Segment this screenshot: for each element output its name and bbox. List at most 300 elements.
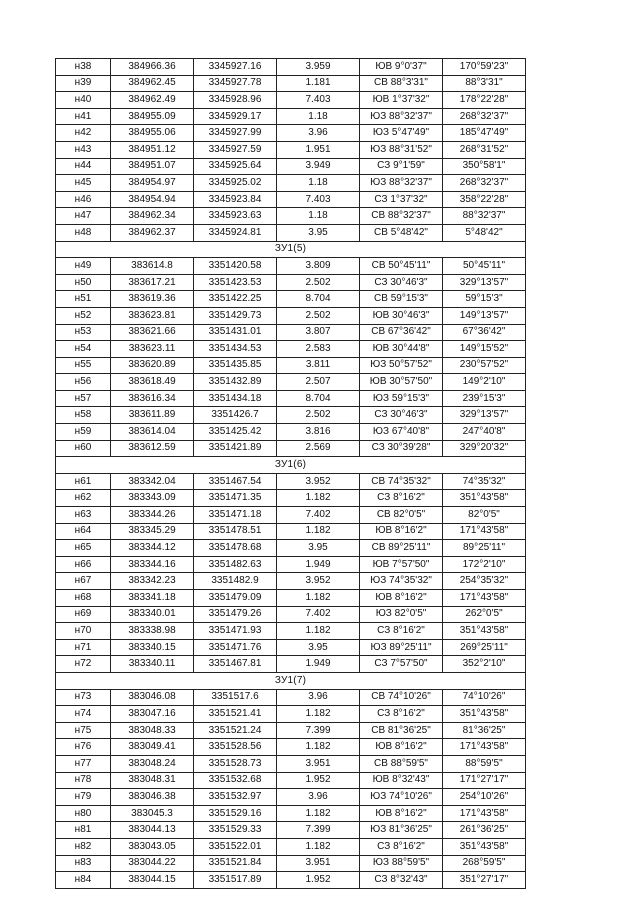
table-row [56,789,526,806]
y-coordinate-cell: 3351521.84 [194,855,277,872]
x-coordinate-cell: 384955.06 [111,125,194,142]
point-id-cell: н63 [56,507,111,524]
distance-cell: 3.809 [277,258,360,275]
coordinates-table-body [56,59,526,889]
x-coordinate-cell: 384954.97 [111,175,194,192]
y-coordinate-cell: 3351521.41 [194,706,277,723]
y-coordinate-cell: 3351529.33 [194,822,277,839]
rhumb-cell: ЮВ 8°16'2" [360,805,443,822]
table-row [56,258,526,275]
point-id-cell: н56 [56,374,111,391]
azimuth-cell: 254°35'32" [443,573,526,590]
rhumb-cell: СЗ 7°57'50" [360,656,443,673]
rhumb-cell: СВ 59°15'3" [360,291,443,308]
x-coordinate-cell: 383619.36 [111,291,194,308]
azimuth-cell: 172°2'10" [443,556,526,573]
distance-cell: 1.182 [277,706,360,723]
distance-cell: 1.182 [277,805,360,822]
table-row [56,92,526,109]
rhumb-cell: ЮЗ 88°32'37" [360,175,443,192]
x-coordinate-cell: 383043.05 [111,838,194,855]
rhumb-cell: СВ 74°10'26" [360,689,443,706]
table-row [56,141,526,158]
rhumb-cell: ЮЗ 82°0'5" [360,606,443,623]
point-id-cell: н75 [56,722,111,739]
x-coordinate-cell: 384951.07 [111,158,194,175]
y-coordinate-cell: 3351528.73 [194,755,277,772]
table-row [56,706,526,723]
x-coordinate-cell: 383046.08 [111,689,194,706]
table-row [56,158,526,175]
point-id-cell: н79 [56,789,111,806]
distance-cell: 1.182 [277,523,360,540]
point-id-cell: н49 [56,258,111,275]
distance-cell: 1.182 [277,623,360,640]
point-id-cell: н61 [56,473,111,490]
table-row [56,440,526,457]
distance-cell: 2.502 [277,307,360,324]
section-header-row [56,241,526,258]
point-id-cell: н64 [56,523,111,540]
section-header-row [56,457,526,474]
table-row [56,822,526,839]
y-coordinate-cell: 3351482.63 [194,556,277,573]
azimuth-cell: 171°43'58" [443,739,526,756]
rhumb-cell: ЮВ 8°32'43" [360,772,443,789]
table-row [56,872,526,889]
table-row [56,125,526,142]
rhumb-cell: ЮЗ 5°47'49" [360,125,443,142]
rhumb-cell: СЗ 30°46'3" [360,274,443,291]
point-id-cell: н83 [56,855,111,872]
azimuth-cell: 352°2'10" [443,656,526,673]
x-coordinate-cell: 383340.15 [111,639,194,656]
rhumb-cell: СЗ 8°16'2" [360,623,443,640]
distance-cell: 1.18 [277,175,360,192]
x-coordinate-cell: 384962.49 [111,92,194,109]
point-id-cell: н45 [56,175,111,192]
distance-cell: 8.704 [277,390,360,407]
x-coordinate-cell: 383049.41 [111,739,194,756]
distance-cell: 3.816 [277,424,360,441]
rhumb-cell: СЗ 8°16'2" [360,706,443,723]
y-coordinate-cell: 3351425.42 [194,424,277,441]
y-coordinate-cell: 3351522.01 [194,838,277,855]
table-row [56,75,526,92]
table-row [56,855,526,872]
point-id-cell: н68 [56,590,111,607]
distance-cell: 7.399 [277,822,360,839]
x-coordinate-cell: 383612.59 [111,440,194,457]
distance-cell: 3.96 [277,689,360,706]
azimuth-cell: 351°43'58" [443,623,526,640]
rhumb-cell: ЮЗ 74°10'26" [360,789,443,806]
table-row [56,291,526,308]
x-coordinate-cell: 383342.04 [111,473,194,490]
azimuth-cell: 89°25'11" [443,540,526,557]
distance-cell: 3.959 [277,59,360,76]
distance-cell: 1.949 [277,656,360,673]
distance-cell: 7.403 [277,191,360,208]
section-title: ЗУ1(6) [56,457,526,474]
table-row [56,606,526,623]
y-coordinate-cell: 3351471.93 [194,623,277,640]
table-row [56,274,526,291]
point-id-cell: н58 [56,407,111,424]
rhumb-cell: ЮЗ 74°35'32" [360,573,443,590]
point-id-cell: н62 [56,490,111,507]
azimuth-cell: 269°25'11" [443,639,526,656]
distance-cell: 1.949 [277,556,360,573]
point-id-cell: н44 [56,158,111,175]
point-id-cell: н39 [56,75,111,92]
y-coordinate-cell: 3345924.81 [194,224,277,241]
table-row [56,722,526,739]
point-id-cell: н57 [56,390,111,407]
y-coordinate-cell: 3351426.7 [194,407,277,424]
table-row [56,805,526,822]
azimuth-cell: 171°27'17" [443,772,526,789]
y-coordinate-cell: 3351471.18 [194,507,277,524]
table-row [56,424,526,441]
x-coordinate-cell: 383343.09 [111,490,194,507]
azimuth-cell: 268°31'52" [443,141,526,158]
rhumb-cell: СЗ 9°1'59" [360,158,443,175]
point-id-cell: н74 [56,706,111,723]
distance-cell: 2.502 [277,274,360,291]
x-coordinate-cell: 383048.33 [111,722,194,739]
azimuth-cell: 358°22'28" [443,191,526,208]
table-row [56,307,526,324]
point-id-cell: н69 [56,606,111,623]
y-coordinate-cell: 3351435.85 [194,357,277,374]
table-row [56,772,526,789]
distance-cell: 3.807 [277,324,360,341]
rhumb-cell: СЗ 1°37'32" [360,191,443,208]
y-coordinate-cell: 3351434.53 [194,341,277,358]
x-coordinate-cell: 383048.31 [111,772,194,789]
point-id-cell: н51 [56,291,111,308]
distance-cell: 3.96 [277,789,360,806]
table-row [56,191,526,208]
point-id-cell: н80 [56,805,111,822]
azimuth-cell: 74°35'32" [443,473,526,490]
distance-cell: 1.18 [277,208,360,225]
distance-cell: 3.951 [277,755,360,772]
rhumb-cell: ЮВ 7°57'50" [360,556,443,573]
x-coordinate-cell: 383344.16 [111,556,194,573]
point-id-cell: н50 [56,274,111,291]
y-coordinate-cell: 3351432.89 [194,374,277,391]
azimuth-cell: 247°40'8" [443,424,526,441]
rhumb-cell: ЮВ 1°37'32" [360,92,443,109]
rhumb-cell: СЗ 30°39'28" [360,440,443,457]
point-id-cell: н47 [56,208,111,225]
rhumb-cell: СВ 74°35'32" [360,473,443,490]
distance-cell: 3.95 [277,540,360,557]
azimuth-cell: 185°47'49" [443,125,526,142]
y-coordinate-cell: 3351467.54 [194,473,277,490]
x-coordinate-cell: 384966.36 [111,59,194,76]
azimuth-cell: 74°10'26" [443,689,526,706]
rhumb-cell: СВ 5°48'42" [360,224,443,241]
y-coordinate-cell: 3351421.89 [194,440,277,457]
point-id-cell: н66 [56,556,111,573]
x-coordinate-cell: 384962.45 [111,75,194,92]
y-coordinate-cell: 3351517.6 [194,689,277,706]
x-coordinate-cell: 383611.89 [111,407,194,424]
rhumb-cell: ЮВ 8°16'2" [360,523,443,540]
point-id-cell: н77 [56,755,111,772]
x-coordinate-cell: 384955.09 [111,108,194,125]
table-row [56,473,526,490]
azimuth-cell: 88°3'31" [443,75,526,92]
y-coordinate-cell: 3345923.84 [194,191,277,208]
y-coordinate-cell: 3351521.24 [194,722,277,739]
distance-cell: 2.583 [277,341,360,358]
table-row [56,755,526,772]
y-coordinate-cell: 3351422.25 [194,291,277,308]
azimuth-cell: 230°57'52" [443,357,526,374]
distance-cell: 1.182 [277,590,360,607]
y-coordinate-cell: 3345927.59 [194,141,277,158]
table-row [56,590,526,607]
y-coordinate-cell: 3351517.89 [194,872,277,889]
y-coordinate-cell: 3345929.17 [194,108,277,125]
y-coordinate-cell: 3345925.02 [194,175,277,192]
x-coordinate-cell: 383623.11 [111,341,194,358]
coordinates-table [55,58,526,889]
rhumb-cell: ЮВ 30°57'50" [360,374,443,391]
y-coordinate-cell: 3351478.68 [194,540,277,557]
x-coordinate-cell: 383344.26 [111,507,194,524]
rhumb-cell: СВ 88°32'37" [360,208,443,225]
rhumb-cell: СВ 88°3'31" [360,75,443,92]
azimuth-cell: 171°43'58" [443,590,526,607]
x-coordinate-cell: 383046.38 [111,789,194,806]
x-coordinate-cell: 383620.89 [111,357,194,374]
azimuth-cell: 261°36'25" [443,822,526,839]
y-coordinate-cell: 3345925.64 [194,158,277,175]
table-row [56,838,526,855]
table-row [56,59,526,76]
rhumb-cell: ЮЗ 81°36'25" [360,822,443,839]
y-coordinate-cell: 3351528.56 [194,739,277,756]
azimuth-cell: 50°45'11" [443,258,526,275]
rhumb-cell: СВ 82°0'5" [360,507,443,524]
point-id-cell: н67 [56,573,111,590]
point-id-cell: н72 [56,656,111,673]
azimuth-cell: 149°2'10" [443,374,526,391]
distance-cell: 2.502 [277,407,360,424]
y-coordinate-cell: 3351479.09 [194,590,277,607]
distance-cell: 3.95 [277,224,360,241]
azimuth-cell: 178°22'28" [443,92,526,109]
x-coordinate-cell: 383044.15 [111,872,194,889]
x-coordinate-cell: 383614.8 [111,258,194,275]
table-row [56,507,526,524]
table-row [56,490,526,507]
x-coordinate-cell: 384962.37 [111,224,194,241]
rhumb-cell: ЮЗ 50°57'52" [360,357,443,374]
point-id-cell: н48 [56,224,111,241]
point-id-cell: н78 [56,772,111,789]
distance-cell: 7.403 [277,92,360,109]
point-id-cell: н81 [56,822,111,839]
x-coordinate-cell: 383618.49 [111,374,194,391]
distance-cell: 3.95 [277,639,360,656]
y-coordinate-cell: 3351471.35 [194,490,277,507]
azimuth-cell: 351°43'58" [443,838,526,855]
distance-cell: 3.96 [277,125,360,142]
x-coordinate-cell: 383340.11 [111,656,194,673]
point-id-cell: н59 [56,424,111,441]
point-id-cell: н42 [56,125,111,142]
x-coordinate-cell: 383338.98 [111,623,194,640]
azimuth-cell: 329°13'57" [443,274,526,291]
x-coordinate-cell: 383344.12 [111,540,194,557]
azimuth-cell: 170°59'23" [443,59,526,76]
point-id-cell: н84 [56,872,111,889]
rhumb-cell: СВ 88°59'5" [360,755,443,772]
rhumb-cell: ЮЗ 88°59'5" [360,855,443,872]
y-coordinate-cell: 3345927.78 [194,75,277,92]
x-coordinate-cell: 383044.13 [111,822,194,839]
point-id-cell: н46 [56,191,111,208]
rhumb-cell: СВ 81°36'25" [360,722,443,739]
point-id-cell: н41 [56,108,111,125]
rhumb-cell: СЗ 30°46'3" [360,407,443,424]
table-row [56,357,526,374]
y-coordinate-cell: 3351478.51 [194,523,277,540]
y-coordinate-cell: 3351529.16 [194,805,277,822]
distance-cell: 3.952 [277,473,360,490]
rhumb-cell: ЮЗ 59°15'3" [360,390,443,407]
y-coordinate-cell: 3351471.76 [194,639,277,656]
table-row [56,523,526,540]
y-coordinate-cell: 3351420.58 [194,258,277,275]
azimuth-cell: 239°15'3" [443,390,526,407]
section-title: ЗУ1(7) [56,672,526,689]
y-coordinate-cell: 3345928.96 [194,92,277,109]
x-coordinate-cell: 383044.22 [111,855,194,872]
x-coordinate-cell: 383048.24 [111,755,194,772]
point-id-cell: н70 [56,623,111,640]
rhumb-cell: ЮЗ 89°25'11" [360,639,443,656]
table-row [56,175,526,192]
distance-cell: 1.951 [277,141,360,158]
azimuth-cell: 171°43'58" [443,805,526,822]
x-coordinate-cell: 383047.16 [111,706,194,723]
y-coordinate-cell: 3351429.73 [194,307,277,324]
azimuth-cell: 88°59'5" [443,755,526,772]
azimuth-cell: 82°0'5" [443,507,526,524]
x-coordinate-cell: 383345.29 [111,523,194,540]
rhumb-cell: ЮЗ 88°31'52" [360,141,443,158]
point-id-cell: н40 [56,92,111,109]
y-coordinate-cell: 3351431.01 [194,324,277,341]
section-header-row [56,672,526,689]
y-coordinate-cell: 3351482.9 [194,573,277,590]
rhumb-cell: СЗ 8°16'2" [360,838,443,855]
point-id-cell: н65 [56,540,111,557]
table-row [56,341,526,358]
distance-cell: 1.952 [277,772,360,789]
point-id-cell: н53 [56,324,111,341]
azimuth-cell: 268°32'37" [443,175,526,192]
distance-cell: 1.181 [277,75,360,92]
azimuth-cell: 149°15'52" [443,341,526,358]
table-row [56,324,526,341]
azimuth-cell: 254°10'26" [443,789,526,806]
azimuth-cell: 5°48'42" [443,224,526,241]
y-coordinate-cell: 3351434.18 [194,390,277,407]
point-id-cell: н43 [56,141,111,158]
section-title: ЗУ1(5) [56,241,526,258]
point-id-cell: н76 [56,739,111,756]
point-id-cell: н55 [56,357,111,374]
azimuth-cell: 351°43'58" [443,706,526,723]
x-coordinate-cell: 383342.23 [111,573,194,590]
distance-cell: 1.952 [277,872,360,889]
rhumb-cell: ЮВ 30°44'8" [360,341,443,358]
distance-cell: 2.569 [277,440,360,457]
rhumb-cell: СЗ 8°16'2" [360,490,443,507]
rhumb-cell: ЮВ 8°16'2" [360,590,443,607]
x-coordinate-cell: 383341.18 [111,590,194,607]
x-coordinate-cell: 383045.3 [111,805,194,822]
azimuth-cell: 268°59'5" [443,855,526,872]
y-coordinate-cell: 3345923.63 [194,208,277,225]
table-row [56,739,526,756]
y-coordinate-cell: 3351532.68 [194,772,277,789]
azimuth-cell: 59°15'3" [443,291,526,308]
y-coordinate-cell: 3351423.53 [194,274,277,291]
azimuth-cell: 350°58'1" [443,158,526,175]
x-coordinate-cell: 384962.34 [111,208,194,225]
azimuth-cell: 67°36'42" [443,324,526,341]
table-row [56,689,526,706]
azimuth-cell: 351°43'58" [443,490,526,507]
rhumb-cell: СВ 89°25'11" [360,540,443,557]
point-id-cell: н38 [56,59,111,76]
x-coordinate-cell: 383621.66 [111,324,194,341]
azimuth-cell: 262°0'5" [443,606,526,623]
y-coordinate-cell: 3345927.99 [194,125,277,142]
azimuth-cell: 81°36'25" [443,722,526,739]
point-id-cell: н54 [56,341,111,358]
point-id-cell: н73 [56,689,111,706]
distance-cell: 3.811 [277,357,360,374]
y-coordinate-cell: 3351479.26 [194,606,277,623]
distance-cell: 2.507 [277,374,360,391]
y-coordinate-cell: 3351467.81 [194,656,277,673]
table-row [56,623,526,640]
rhumb-cell: СВ 50°45'11" [360,258,443,275]
table-row [56,540,526,557]
rhumb-cell: СЗ 8°32'43" [360,872,443,889]
distance-cell: 7.402 [277,606,360,623]
table-row [56,407,526,424]
distance-cell: 3.952 [277,573,360,590]
table-row [56,208,526,225]
table-row [56,108,526,125]
table-row [56,639,526,656]
distance-cell: 7.399 [277,722,360,739]
rhumb-cell: ЮВ 30°46'3" [360,307,443,324]
distance-cell: 8.704 [277,291,360,308]
distance-cell: 1.182 [277,838,360,855]
